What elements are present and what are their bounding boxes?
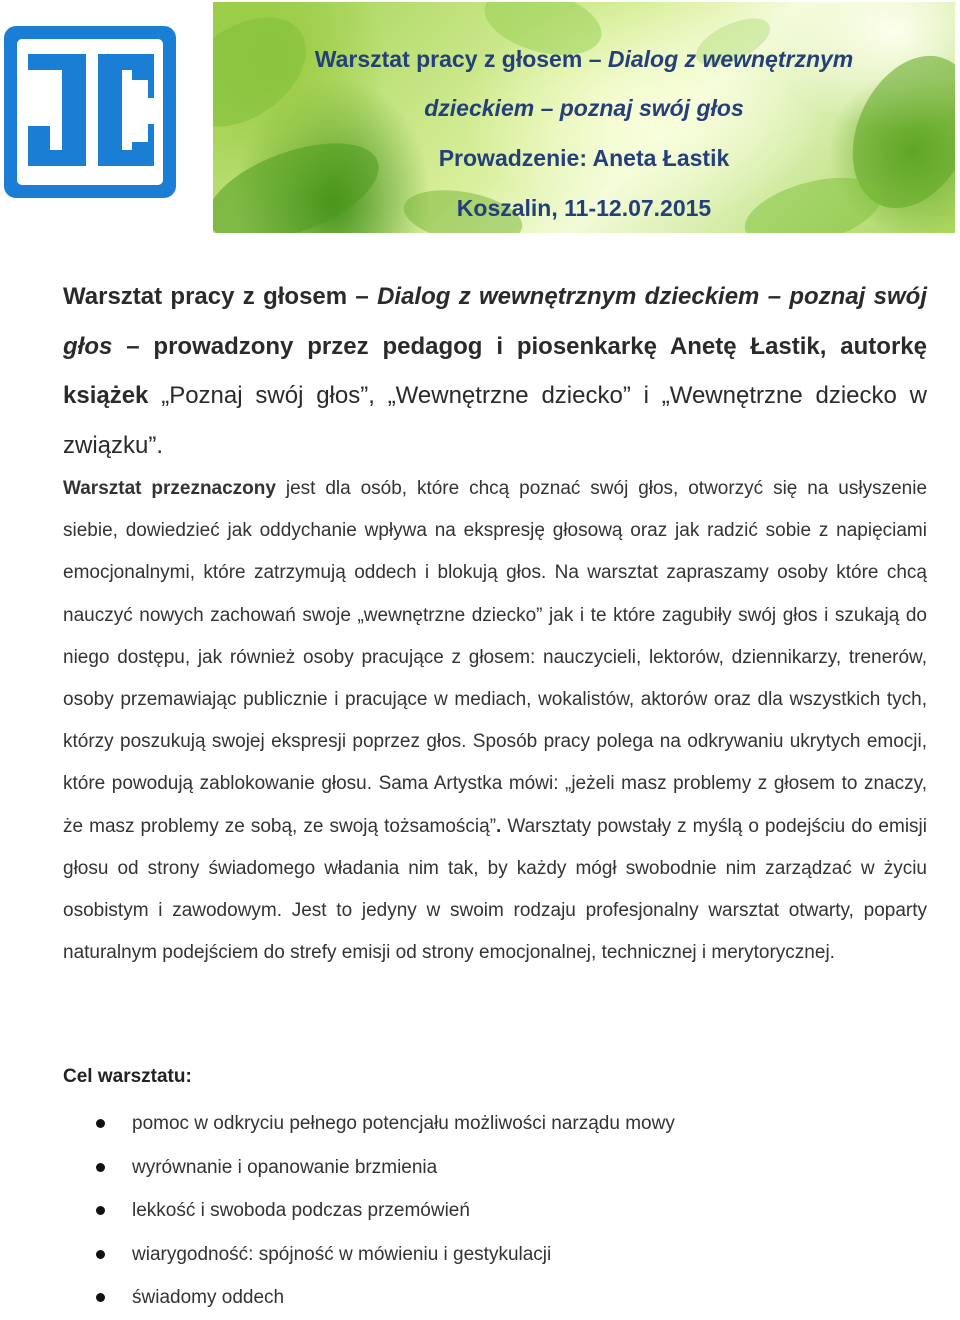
banner-title-line1: Warsztat pracy z głosem – Dialog z wewnętrznym xyxy=(314,46,854,72)
description-lead: Warsztat przeznaczony xyxy=(63,478,276,499)
list-item: świadomy oddech xyxy=(63,1276,927,1320)
description-part2: Warsztaty powstały z myślą o podejściu do emisji głosu od strony świadomego władania nim tak, by każdy mógł swobodnie nim zarządzać w życiu osobistym i zawodowym. Jest to jedyny w swoim rodzaju profesjonalny warsztat otwarty, poparty naturalnym podejściem do strefy emisji od strony emocjonalnej, technicznej i merytorycznej. xyxy=(63,815,927,964)
bullet-icon xyxy=(96,1250,105,1259)
bullet-icon xyxy=(96,1119,105,1128)
banner-place-date: Koszalin, 11-12.07.2015 xyxy=(456,195,712,221)
intro-rest: „Poznaj swój głos”, „Wewnętrzne dziecko” i „Wewnętrzne dziecko w związku”. xyxy=(63,382,927,459)
list-item: lekkość i swoboda podczas przemówień xyxy=(63,1189,927,1233)
intro-title-a: Warsztat pracy z głosem – xyxy=(63,283,378,310)
list-item: wyrównanie i opanowanie brzmienia xyxy=(63,1146,927,1190)
goals-list xyxy=(63,1102,927,1320)
list-item: pomoc w odkryciu pełnego potencjału możliwości narządu mowy xyxy=(63,1102,927,1146)
jc-logo-icon xyxy=(4,26,176,198)
organizer-logo xyxy=(4,26,176,198)
description-dot: . xyxy=(496,815,502,837)
intro-title-c: – prowadzony przez pedagog i piosenkarkę Anetę Łastik, autorkę książek xyxy=(63,332,927,409)
description-paragraph xyxy=(63,468,927,974)
bullet-icon xyxy=(96,1293,105,1302)
description-part1: jest dla osób, które chcą poznać swój głos, otworzyć się na usłyszenie siebie, dowiedzieć jak oddychanie wpływa na ekspresję głosową oraz jak radzić sobie z napięciami emocjonalnymi, które zatrzymują oddech i blokują głos. Na warsztat zapraszamy osoby które chcą nauczyć nowych zachowań swoje „wewnętrzne dziecko” jak i te które zagubiły swój głos i szukają do niego dostępu, jak również osoby pracujące z głosem: nauczycieli, lektorów, dziennikarzy, trenerów, osoby przemawiając publicznie i pracujące w mediach, wokalistów, aktorów oraz dla wszystkich tych, którzy poszukują swojej ekspresji poprzez głos. Sposób pracy polega na odkrywaniu ukrytych emocji, które powodują zablokowanie głosu. Sama Artystka mówi: „jeżeli masz problemy z głosem to znaczy, że masz problemy ze sobą, ze swoją tożsamością” xyxy=(63,478,928,837)
bullet-icon xyxy=(96,1206,105,1215)
banner-title-line2: dzieckiem – poznaj swój głos xyxy=(424,95,744,121)
header-banner xyxy=(213,2,955,233)
intro-paragraph xyxy=(63,272,927,470)
intro-title-b: Dialog z wewnętrznym dzieckiem – poznaj swój głos xyxy=(63,283,927,360)
bullet-icon xyxy=(96,1163,105,1172)
list-item: wiarygodność: spójność w mówieniu i gestykulacji xyxy=(63,1233,927,1277)
goals-heading: Cel warsztatu: xyxy=(63,1066,192,1087)
banner-host: Prowadzenie: Aneta Łastik xyxy=(438,145,730,171)
